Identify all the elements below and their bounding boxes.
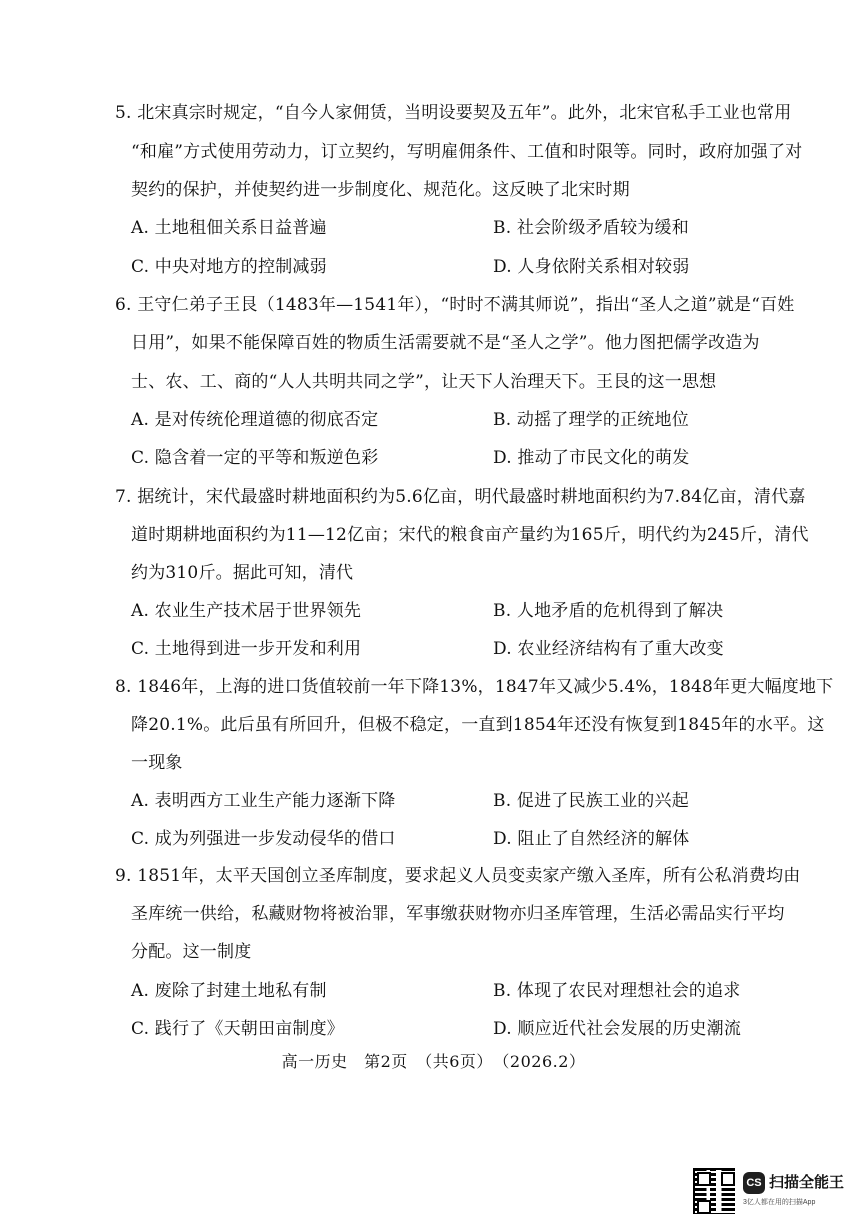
question-9-option-c: C. 践行了《天朝田亩制度》 bbox=[131, 1019, 345, 1039]
question-6-stem-line-1: 6. 王守仁弟子王艮（1483年—1541年），“时时不满其师说”，指出“圣人之道”就是“百姓 bbox=[115, 295, 795, 315]
question-8-stem-line-2: 降20.1%。此后虽有所回升，但极不稳定，一直到1854年还没有恢复到1845年的水平。这 bbox=[131, 715, 825, 735]
watermark-tagline: 3亿人都在用的扫描App bbox=[743, 1199, 816, 1206]
question-7-stem-line-3: 约为310斤。据此可知，清代 bbox=[131, 563, 354, 583]
question-8-option-a: A. 表明西方工业生产能力逐渐下降 bbox=[131, 791, 396, 811]
question-7-option-a: A. 农业生产技术居于世界领先 bbox=[131, 601, 362, 621]
question-6-option-c: C. 隐含着一定的平等和叛逆色彩 bbox=[131, 448, 379, 468]
question-6-stem-line-2: 日用”，如果不能保障百姓的物质生活需要就不是“圣人之学”。他力图把儒学改造为 bbox=[131, 333, 760, 353]
question-6-option-a: A. 是对传统伦理道德的彻底否定 bbox=[131, 410, 379, 430]
question-9-stem-line-2: 圣库统一供给，私藏财物将被治罪，军事缴获财物亦归圣库管理，生活必需品实行平均 bbox=[131, 904, 785, 924]
qr-code-icon bbox=[693, 1168, 735, 1214]
question-7-stem-line-2: 道时期耕地面积约为11—12亿亩；宋代的粮食亩产量约为165斤，明代约为245斤，清代 bbox=[131, 525, 809, 545]
question-7-option-c: C. 土地得到进一步开发和利用 bbox=[131, 639, 362, 659]
question-7-option-b: B. 人地矛盾的危机得到了解决 bbox=[493, 601, 724, 621]
question-9-stem-line-3: 分配。这一制度 bbox=[131, 942, 252, 962]
question-5-stem-line-2: “和雇”方式使用劳动力，订立契约，写明雇佣条件、工值和时限等。同时，政府加强了对 bbox=[131, 142, 803, 162]
question-6-stem-line-3: 士、农、工、商的“人人共明共同之学”，让天下人治理天下。王艮的这一思想 bbox=[131, 372, 717, 392]
question-8-option-b: B. 促进了民族工业的兴起 bbox=[493, 791, 689, 811]
question-5-option-a: A. 土地租佃关系日益普遍 bbox=[131, 218, 327, 238]
question-8-option-c: C. 成为列强进一步发动侵华的借口 bbox=[131, 829, 396, 849]
question-5-option-b: B. 社会阶级矛盾较为缓和 bbox=[493, 218, 689, 238]
question-9-stem-line-1: 9. 1851年，太平天国创立圣库制度，要求起义人员变卖家产缴入圣库，所有公私消费均由 bbox=[115, 866, 801, 886]
question-5-option-c: C. 中央对地方的控制减弱 bbox=[131, 257, 327, 277]
question-5-option-d: D. 人身依附关系相对较弱 bbox=[493, 257, 690, 277]
question-8-option-d: D. 阻止了自然经济的解体 bbox=[493, 829, 690, 849]
question-8-stem-line-1: 8. 1846年，上海的进口货值较前一年下降13%，1847年又减少5.4%，1848年更大幅度地下 bbox=[115, 677, 834, 697]
question-9-option-b: B. 体现了农民对理想社会的追求 bbox=[493, 981, 741, 1001]
question-5-stem-line-3: 契约的保护，并使契约进一步制度化、规范化。这反映了北宋时期 bbox=[131, 180, 630, 200]
camscanner-logo-icon: CS bbox=[743, 1172, 765, 1194]
question-6-option-d: D. 推动了市民文化的萌发 bbox=[493, 448, 690, 468]
question-7-stem-line-1: 7. 据统计，宋代最盛时耕地面积约为5.6亿亩，明代最盛时耕地面积约为7.84亿亩，清代嘉 bbox=[115, 487, 806, 507]
question-9-option-d: D. 顺应近代社会发展的历史潮流 bbox=[493, 1019, 742, 1039]
watermark-brand: 扫描全能王 bbox=[769, 1174, 845, 1191]
question-9-option-a: A. 废除了封建土地私有制 bbox=[131, 981, 327, 1001]
question-7-option-d: D. 农业经济结构有了重大改变 bbox=[493, 639, 724, 659]
page-footer: 高一历史 第2页 （共6页） （2026.2） bbox=[281, 1052, 586, 1071]
question-6-option-b: B. 动摇了理学的正统地位 bbox=[493, 410, 689, 430]
question-8-stem-line-3: 一现象 bbox=[131, 753, 183, 773]
question-5-stem-line-1: 5. 北宋真宗时规定，“自今人家佣赁，当明设要契及五年”。此外，北宋官私手工业也常用 bbox=[115, 103, 792, 123]
scanner-watermark bbox=[693, 1168, 853, 1220]
